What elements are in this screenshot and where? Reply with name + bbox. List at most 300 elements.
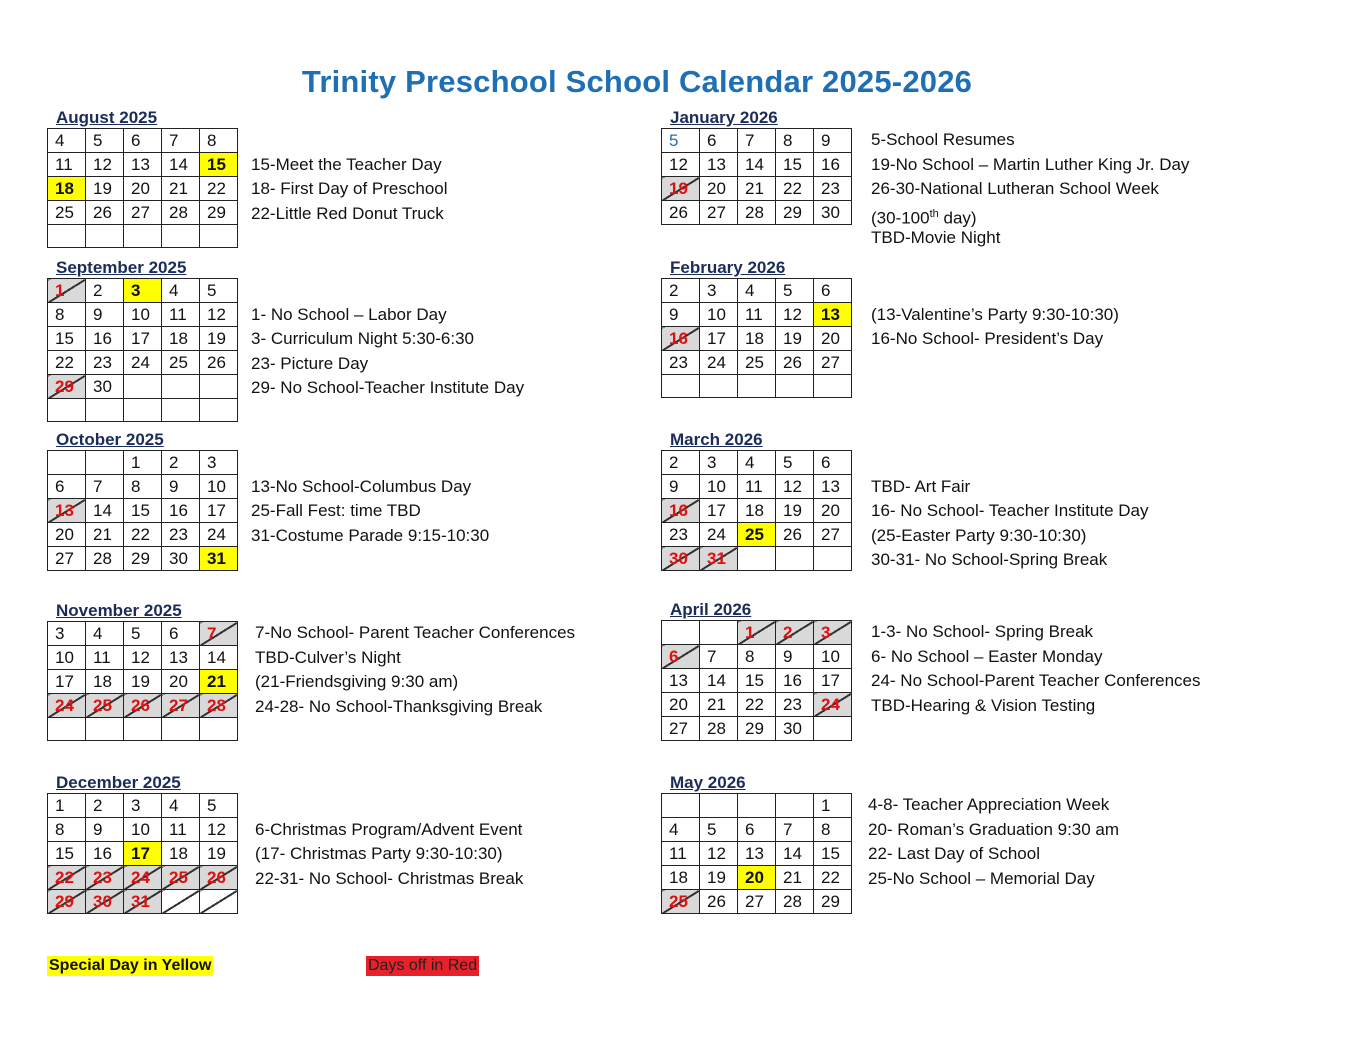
month-table bbox=[661, 793, 852, 914]
month-name: December 2025 bbox=[56, 773, 181, 792]
day-cell: 3 bbox=[700, 279, 738, 303]
day-cell: 14 bbox=[200, 646, 238, 670]
day-cell: 28 bbox=[200, 694, 238, 718]
day-cell bbox=[162, 375, 200, 399]
event-line: 19-No School – Martin Luther King Jr. Day bbox=[871, 154, 1190, 174]
day-cell: 6 bbox=[124, 129, 162, 153]
day-cell: 10 bbox=[200, 475, 238, 499]
page-title: Trinity Preschool School Calendar 2025-2026 bbox=[301, 64, 973, 99]
day-cell: 20 bbox=[662, 693, 700, 717]
day-cell: 11 bbox=[162, 303, 200, 327]
month-events bbox=[255, 793, 523, 891]
day-cell: 26 bbox=[776, 351, 814, 375]
day-cell: 15 bbox=[48, 842, 86, 866]
legend-days-off: Days off in Red bbox=[368, 957, 478, 974]
month-events bbox=[251, 278, 524, 401]
day-cell: 18 bbox=[48, 177, 86, 201]
month-name: November 2025 bbox=[56, 601, 182, 620]
day-cell: 14 bbox=[700, 669, 738, 693]
month-name: May 2026 bbox=[670, 773, 746, 792]
day-cell: 13 bbox=[162, 646, 200, 670]
day-cell: 5 bbox=[200, 794, 238, 818]
event-line: 24-28- No School-Thanksgiving Break bbox=[255, 696, 543, 716]
day-cell: 19 bbox=[776, 499, 814, 523]
day-cell bbox=[162, 718, 200, 741]
day-cell: 17 bbox=[48, 670, 86, 694]
week-row bbox=[662, 129, 852, 153]
week-row bbox=[48, 351, 238, 375]
event-line: 20- Roman’s Graduation 9:30 am bbox=[868, 819, 1120, 839]
day-cell: 15 bbox=[776, 153, 814, 177]
day-cell: 11 bbox=[86, 646, 124, 670]
month-block bbox=[661, 258, 852, 398]
month-block bbox=[47, 258, 238, 422]
day-cell: 2 bbox=[662, 451, 700, 475]
event-line: 3- Curriculum Night 5:30-6:30 bbox=[251, 329, 474, 349]
day-cell: 11 bbox=[738, 303, 776, 327]
day-cell: 30 bbox=[776, 717, 814, 741]
month-name: February 2026 bbox=[670, 258, 786, 277]
day-cell: 6 bbox=[700, 129, 738, 153]
day-cell: 23 bbox=[162, 523, 200, 547]
day-cell: 11 bbox=[48, 153, 86, 177]
day-cell: 13 bbox=[662, 669, 700, 693]
month-block bbox=[661, 108, 852, 225]
day-cell bbox=[162, 225, 200, 248]
month-events bbox=[251, 450, 489, 548]
day-cell: 20 bbox=[814, 499, 852, 523]
month-name: October 2025 bbox=[56, 430, 164, 449]
day-cell: 7 bbox=[700, 645, 738, 669]
month-name: March 2026 bbox=[670, 430, 763, 449]
day-cell: 15 bbox=[738, 669, 776, 693]
day-cell: 18 bbox=[162, 842, 200, 866]
day-cell: 13 bbox=[48, 499, 86, 523]
day-cell: 9 bbox=[776, 645, 814, 669]
day-cell: 21 bbox=[162, 177, 200, 201]
day-cell: 18 bbox=[86, 670, 124, 694]
day-cell: 29 bbox=[48, 890, 86, 914]
day-cell: 21 bbox=[700, 693, 738, 717]
day-cell: 20 bbox=[124, 177, 162, 201]
day-cell: 10 bbox=[124, 818, 162, 842]
day-cell: 29 bbox=[200, 201, 238, 225]
day-cell: 9 bbox=[662, 475, 700, 499]
day-cell: 15 bbox=[814, 842, 852, 866]
event-line: 22-31- No School- Christmas Break bbox=[255, 868, 524, 888]
day-cell: 5 bbox=[776, 279, 814, 303]
month-table bbox=[47, 450, 238, 571]
day-cell: 29 bbox=[776, 201, 814, 225]
week-row bbox=[662, 201, 852, 225]
day-cell: 18 bbox=[738, 499, 776, 523]
day-cell: 13 bbox=[700, 153, 738, 177]
day-cell bbox=[162, 399, 200, 422]
week-row bbox=[48, 225, 238, 248]
day-cell: 14 bbox=[162, 153, 200, 177]
day-cell: 27 bbox=[662, 717, 700, 741]
day-cell: 12 bbox=[200, 818, 238, 842]
day-cell bbox=[200, 890, 238, 914]
legend-special-day: Special Day in Yellow bbox=[49, 957, 212, 974]
day-cell bbox=[200, 718, 238, 741]
day-cell: 10 bbox=[814, 645, 852, 669]
event-line: TBD- Art Fair bbox=[871, 476, 971, 496]
day-cell: 6 bbox=[814, 451, 852, 475]
event-line: 25-No School – Memorial Day bbox=[868, 868, 1095, 888]
day-cell: 22 bbox=[814, 866, 852, 890]
day-cell: 26 bbox=[124, 694, 162, 718]
week-row bbox=[48, 670, 238, 694]
day-cell: 12 bbox=[776, 303, 814, 327]
week-row bbox=[662, 547, 852, 571]
day-cell bbox=[700, 794, 738, 818]
event-line bbox=[871, 450, 1149, 475]
event-line: 29- No School-Teacher Institute Day bbox=[251, 378, 525, 398]
day-cell: 10 bbox=[124, 303, 162, 327]
day-cell: 5 bbox=[86, 129, 124, 153]
day-cell: 12 bbox=[700, 842, 738, 866]
day-cell bbox=[200, 375, 238, 399]
week-row bbox=[48, 523, 238, 547]
month-table bbox=[47, 128, 238, 248]
week-row bbox=[48, 153, 238, 177]
week-row bbox=[662, 645, 852, 669]
day-cell: 24 bbox=[700, 523, 738, 547]
week-row bbox=[662, 842, 852, 866]
day-cell: 25 bbox=[662, 890, 700, 914]
day-cell bbox=[814, 717, 852, 741]
day-cell: 6 bbox=[48, 475, 86, 499]
month-table bbox=[661, 128, 852, 225]
day-cell: 10 bbox=[700, 475, 738, 499]
month-table bbox=[661, 450, 852, 571]
week-row bbox=[662, 866, 852, 890]
day-cell: 19 bbox=[124, 670, 162, 694]
day-cell: 2 bbox=[776, 621, 814, 645]
day-cell: 27 bbox=[814, 351, 852, 375]
day-cell: 9 bbox=[86, 303, 124, 327]
day-cell: 7 bbox=[162, 129, 200, 153]
day-cell: 5 bbox=[662, 129, 700, 153]
day-cell: 17 bbox=[814, 669, 852, 693]
day-cell: 4 bbox=[162, 794, 200, 818]
day-cell: 4 bbox=[48, 129, 86, 153]
month-block bbox=[661, 773, 852, 914]
day-cell bbox=[86, 225, 124, 248]
day-cell: 15 bbox=[48, 327, 86, 351]
event-line: 26-30-National Lutheran School Week bbox=[871, 179, 1159, 199]
day-cell: 25 bbox=[162, 351, 200, 375]
week-row bbox=[662, 693, 852, 717]
day-cell: 28 bbox=[86, 547, 124, 571]
event-line: 22- Last Day of School bbox=[868, 844, 1040, 864]
day-cell bbox=[738, 375, 776, 398]
week-row bbox=[662, 451, 852, 475]
day-cell: 24 bbox=[48, 694, 86, 718]
day-cell: 13 bbox=[814, 475, 852, 499]
day-cell: 5 bbox=[700, 818, 738, 842]
day-cell bbox=[776, 794, 814, 818]
day-cell: 26 bbox=[662, 201, 700, 225]
day-cell: 13 bbox=[738, 842, 776, 866]
month-block bbox=[47, 430, 238, 571]
month-name: August 2025 bbox=[56, 108, 158, 127]
day-cell: 8 bbox=[48, 818, 86, 842]
event-line bbox=[251, 128, 448, 153]
event-line: 23- Picture Day bbox=[251, 353, 369, 373]
day-cell: 5 bbox=[124, 622, 162, 646]
week-row bbox=[48, 718, 238, 741]
day-cell: 3 bbox=[124, 794, 162, 818]
event-line: 6-Christmas Program/Advent Event bbox=[255, 819, 523, 839]
day-cell bbox=[814, 547, 852, 571]
day-cell: 11 bbox=[738, 475, 776, 499]
day-cell: 22 bbox=[200, 177, 238, 201]
day-cell bbox=[814, 375, 852, 398]
day-cell: 1 bbox=[48, 794, 86, 818]
week-row bbox=[48, 646, 238, 670]
day-cell: 8 bbox=[814, 818, 852, 842]
day-cell: 3 bbox=[200, 451, 238, 475]
day-cell: 20 bbox=[48, 523, 86, 547]
event-line bbox=[251, 450, 489, 475]
day-cell: 12 bbox=[200, 303, 238, 327]
week-row bbox=[662, 153, 852, 177]
day-cell: 31 bbox=[700, 547, 738, 571]
week-row bbox=[662, 327, 852, 351]
day-cell: 2 bbox=[662, 279, 700, 303]
day-cell bbox=[738, 547, 776, 571]
day-cell: 9 bbox=[662, 303, 700, 327]
event-line: 16- No School- Teacher Institute Day bbox=[871, 501, 1149, 521]
day-cell: 6 bbox=[738, 818, 776, 842]
day-cell bbox=[776, 547, 814, 571]
day-cell: 8 bbox=[776, 129, 814, 153]
day-cell: 12 bbox=[124, 646, 162, 670]
month-events bbox=[871, 620, 1200, 718]
day-cell: 3 bbox=[700, 451, 738, 475]
day-cell: 21 bbox=[200, 670, 238, 694]
day-cell: 20 bbox=[700, 177, 738, 201]
day-cell: 29 bbox=[48, 375, 86, 399]
week-row bbox=[48, 279, 238, 303]
day-cell: 29 bbox=[814, 890, 852, 914]
day-cell: 30 bbox=[86, 375, 124, 399]
day-cell: 27 bbox=[700, 201, 738, 225]
day-cell: 22 bbox=[738, 693, 776, 717]
day-cell: 10 bbox=[48, 646, 86, 670]
day-cell: 22 bbox=[776, 177, 814, 201]
day-cell: 25 bbox=[48, 201, 86, 225]
day-cell: 30 bbox=[814, 201, 852, 225]
day-cell: 20 bbox=[162, 670, 200, 694]
day-cell bbox=[738, 794, 776, 818]
day-cell: 20 bbox=[738, 866, 776, 890]
week-row bbox=[662, 669, 852, 693]
day-cell: 29 bbox=[124, 547, 162, 571]
day-cell bbox=[124, 718, 162, 741]
day-cell bbox=[200, 225, 238, 248]
day-cell: 17 bbox=[124, 327, 162, 351]
day-cell: 19 bbox=[662, 177, 700, 201]
event-line: (17- Christmas Party 9:30-10:30) bbox=[255, 844, 503, 864]
month-name: January 2026 bbox=[670, 108, 778, 127]
day-cell bbox=[662, 794, 700, 818]
day-cell bbox=[700, 375, 738, 398]
month-events bbox=[871, 128, 1189, 251]
day-cell: 25 bbox=[738, 523, 776, 547]
day-cell bbox=[124, 399, 162, 422]
month-block bbox=[47, 773, 238, 914]
day-cell: 11 bbox=[662, 842, 700, 866]
month-events bbox=[255, 621, 575, 719]
month-table bbox=[47, 621, 238, 741]
day-cell: 22 bbox=[124, 523, 162, 547]
day-cell: 7 bbox=[738, 129, 776, 153]
event-line: 4-8- Teacher Appreciation Week bbox=[868, 795, 1110, 814]
day-cell: 3 bbox=[124, 279, 162, 303]
day-cell bbox=[48, 451, 86, 475]
day-cell: 5 bbox=[776, 451, 814, 475]
week-row bbox=[662, 375, 852, 398]
day-cell: 21 bbox=[86, 523, 124, 547]
week-row bbox=[48, 303, 238, 327]
week-row bbox=[48, 694, 238, 718]
day-cell: 1 bbox=[48, 279, 86, 303]
week-row bbox=[48, 327, 238, 351]
day-cell: 1 bbox=[738, 621, 776, 645]
day-cell bbox=[700, 621, 738, 645]
day-cell bbox=[48, 718, 86, 741]
day-cell: 28 bbox=[738, 201, 776, 225]
event-line bbox=[255, 793, 523, 818]
day-cell: 6 bbox=[662, 645, 700, 669]
month-table bbox=[47, 793, 238, 914]
day-cell: 25 bbox=[738, 351, 776, 375]
event-line: 7-No School- Parent Teacher Conferences bbox=[255, 623, 576, 642]
day-cell bbox=[162, 890, 200, 914]
month-block bbox=[661, 430, 852, 571]
week-row bbox=[48, 499, 238, 523]
week-row bbox=[48, 622, 238, 646]
day-cell: 9 bbox=[814, 129, 852, 153]
day-cell bbox=[48, 399, 86, 422]
day-cell bbox=[86, 718, 124, 741]
day-cell: 23 bbox=[814, 177, 852, 201]
day-cell: 24 bbox=[124, 351, 162, 375]
day-cell: 23 bbox=[86, 351, 124, 375]
week-row bbox=[662, 523, 852, 547]
week-row bbox=[662, 303, 852, 327]
event-line: TBD-Hearing & Vision Testing bbox=[871, 695, 1096, 715]
day-cell: 15 bbox=[124, 499, 162, 523]
event-line: 22-Little Red Donut Truck bbox=[251, 203, 444, 223]
week-row bbox=[662, 890, 852, 914]
month-table bbox=[661, 620, 852, 741]
day-cell: 8 bbox=[124, 475, 162, 499]
event-line bbox=[251, 278, 524, 303]
day-cell: 14 bbox=[738, 153, 776, 177]
day-cell bbox=[200, 399, 238, 422]
day-cell: 22 bbox=[48, 866, 86, 890]
week-row bbox=[48, 842, 238, 866]
day-cell: 14 bbox=[86, 499, 124, 523]
week-row bbox=[662, 621, 852, 645]
event-line: 1- No School – Labor Day bbox=[251, 304, 447, 324]
day-cell: 28 bbox=[162, 201, 200, 225]
event-line bbox=[871, 278, 1119, 303]
day-cell: 25 bbox=[162, 866, 200, 890]
day-cell: 29 bbox=[738, 717, 776, 741]
day-cell: 24 bbox=[700, 351, 738, 375]
day-cell: 16 bbox=[86, 327, 124, 351]
week-row bbox=[662, 177, 852, 201]
day-cell bbox=[86, 399, 124, 422]
day-cell: 28 bbox=[776, 890, 814, 914]
event-line: (13-Valentine’s Party 9:30-10:30) bbox=[871, 304, 1119, 324]
week-row bbox=[48, 201, 238, 225]
day-cell: 4 bbox=[738, 451, 776, 475]
day-cell: 23 bbox=[86, 866, 124, 890]
day-cell: 24 bbox=[200, 523, 238, 547]
day-cell: 23 bbox=[662, 523, 700, 547]
week-row bbox=[48, 818, 238, 842]
week-row bbox=[662, 279, 852, 303]
day-cell: 16 bbox=[814, 153, 852, 177]
week-row bbox=[48, 399, 238, 422]
month-table bbox=[661, 278, 852, 398]
day-cell: 4 bbox=[662, 818, 700, 842]
day-cell: 16 bbox=[162, 499, 200, 523]
day-cell: 24 bbox=[124, 866, 162, 890]
week-row bbox=[662, 351, 852, 375]
day-cell: 8 bbox=[200, 129, 238, 153]
day-cell: 2 bbox=[162, 451, 200, 475]
day-cell: 17 bbox=[124, 842, 162, 866]
day-cell: 30 bbox=[86, 890, 124, 914]
event-line: 18- First Day of Preschool bbox=[251, 179, 448, 199]
day-cell: 10 bbox=[700, 303, 738, 327]
day-cell: 21 bbox=[738, 177, 776, 201]
week-row bbox=[662, 475, 852, 499]
day-cell: 6 bbox=[814, 279, 852, 303]
day-cell: 27 bbox=[814, 523, 852, 547]
day-cell bbox=[124, 375, 162, 399]
week-row bbox=[48, 129, 238, 153]
day-cell: 7 bbox=[86, 475, 124, 499]
day-cell: 19 bbox=[700, 866, 738, 890]
day-cell: 4 bbox=[162, 279, 200, 303]
day-cell: 13 bbox=[814, 303, 852, 327]
event-line: 1-3- No School- Spring Break bbox=[871, 622, 1094, 641]
day-cell: 26 bbox=[200, 351, 238, 375]
day-cell: 21 bbox=[776, 866, 814, 890]
day-cell: 18 bbox=[662, 866, 700, 890]
event-line: 24- No School-Parent Teacher Conferences bbox=[871, 671, 1201, 691]
day-cell: 19 bbox=[86, 177, 124, 201]
event-line: (21-Friendsgiving 9:30 am) bbox=[255, 672, 459, 692]
week-row bbox=[48, 547, 238, 571]
day-cell: 19 bbox=[776, 327, 814, 351]
day-cell: 19 bbox=[200, 842, 238, 866]
month-table bbox=[47, 278, 238, 422]
week-row bbox=[48, 375, 238, 399]
day-cell: 1 bbox=[814, 794, 852, 818]
day-cell: 12 bbox=[776, 475, 814, 499]
day-cell: 13 bbox=[124, 153, 162, 177]
day-cell: 6 bbox=[162, 622, 200, 646]
